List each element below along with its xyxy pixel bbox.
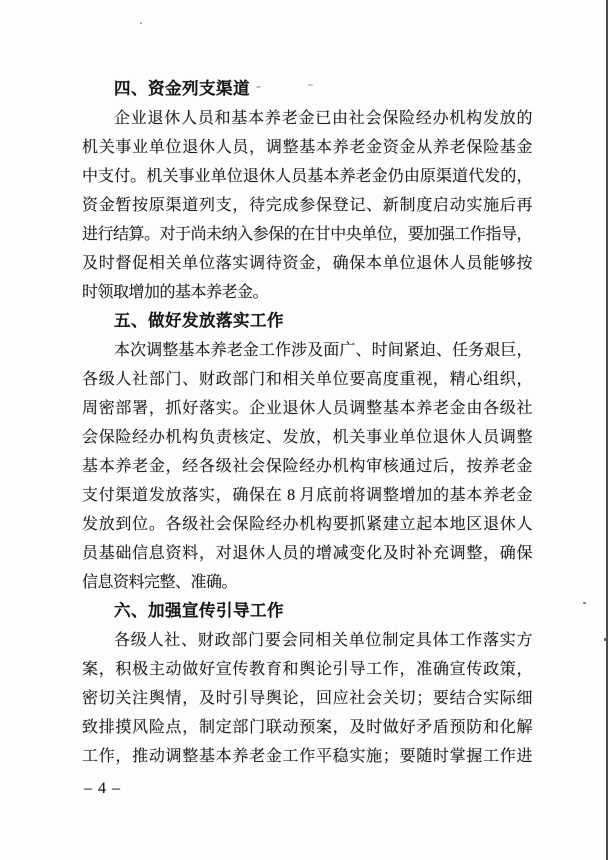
text-line: 密切关注舆情，及时引导舆论，回应社会关切；要结合实际细	[82, 690, 532, 707]
text-line: 工作，推动调整基本养老金工作平稳实施；要随时掌握工作进	[82, 748, 532, 765]
text-line: 机关事业单位退休人员，调整基本养老金资金从养老保险基金	[82, 139, 532, 156]
scan-speck	[604, 638, 607, 641]
text-line: 各级人社部门、财政部门和相关单位要高度重视，精心组织，	[82, 371, 532, 388]
text-line: 发放到位。各级社会保险经办机构要抓紧建立起本地区退休人	[82, 516, 532, 533]
text-line: 进行结算。对于尚未纳入参保的在甘中央单位，要加强工作指导，	[82, 226, 532, 243]
text-line: 中支付。机关事业单位退休人员基本养老金仍由原渠道代发的，	[82, 168, 532, 185]
text-line: 资金暂按原渠道列支，待完成参保登记、新制度启动实施后再	[82, 197, 532, 214]
text-line: 各级人社、财政部门要会同相关单位制定具体工作落实方	[114, 632, 532, 649]
text-line: 员基础信息资料，对退休人员的增减变化及时补充调整，确保	[82, 545, 532, 562]
text-line: 时领取增加的基本养老金。	[82, 284, 269, 301]
text-line: 基本养老金，经各级社会保险经办机构审核通过后，按养老金	[82, 458, 532, 475]
text-line: 周密部署，抓好落实。企业退休人员调整基本养老金由各级社	[82, 400, 532, 417]
section-heading: 六、加强宣传引导工作	[114, 602, 284, 620]
scan-speck	[140, 22, 142, 24]
text-line: 支付渠道发放落实，确保在 8 月底前将调整增加的基本养老金	[82, 487, 532, 504]
text-line: 及时督促相关单位落实调待资金，确保本单位退休人员能够按	[82, 255, 532, 272]
text-line: 案，积极主动做好宣传教育和舆论引导工作，准确宣传政策，	[82, 661, 532, 678]
document-content	[82, 75, 532, 771]
text-line: 致排摸风险点，制定部门联动预案，及时做好矛盾预防和化解	[82, 719, 532, 736]
text-line: 本次调整基本养老金工作涉及面广、时间紧迫、任务艰巨，	[114, 342, 532, 359]
text-line: 企业退休人员和基本养老金已由社会保险经办机构发放的	[114, 110, 532, 127]
section-heading: 四、资金列支渠道	[114, 80, 250, 98]
scan-edge-artifact	[606, 0, 608, 860]
text-line: 信息资料完整、准确。	[82, 574, 238, 591]
section-heading: 五、做好发放落实工作	[114, 312, 284, 330]
text-line: 会保险经办机构负责核定、发放，机关事业单位退休人员调整	[82, 429, 532, 446]
scan-speck	[583, 602, 586, 604]
page-number: – 4 –	[84, 780, 121, 797]
